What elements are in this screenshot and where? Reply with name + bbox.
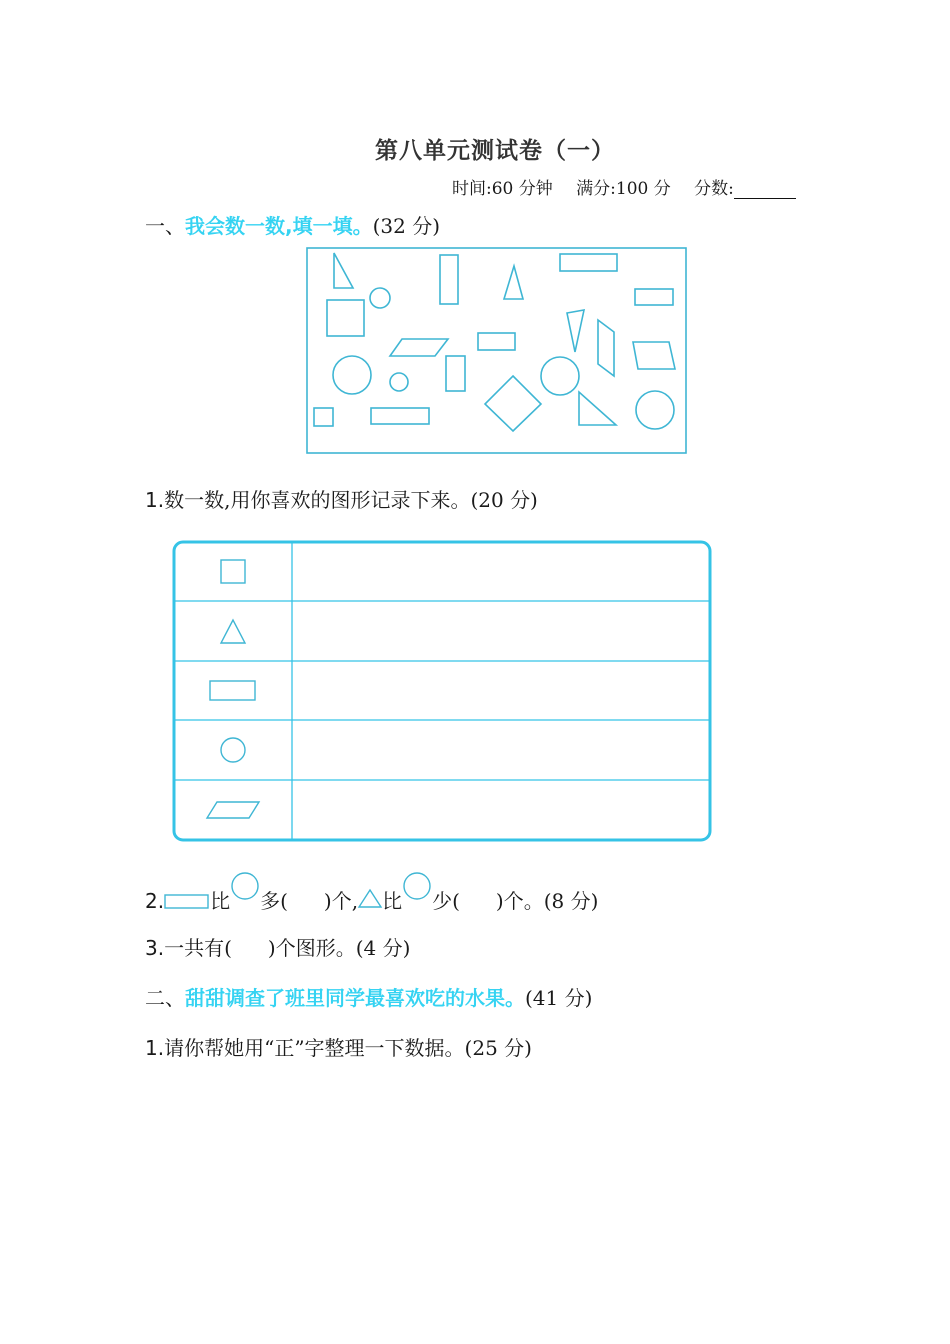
rectangle-icon [164,890,210,910]
section-1-points: (32 分) [372,214,441,238]
section-2-heading [145,982,592,1011]
circle-icon [402,880,432,910]
triangle-icon [358,888,382,910]
section-2-question-1-points: (25 分) [464,1036,532,1060]
square-icon [221,560,245,583]
time-limit: 时间:60 分钟 [452,179,553,199]
circle-icon [230,880,260,910]
question-3-points: (4 分) [355,936,411,960]
section-2-title: 甜甜调查了班里同学最喜欢吃的水果。 [185,986,525,1010]
section-2-question-1-number: 1. [145,1036,165,1060]
question-3-text-1: 一共有( [164,936,232,960]
parallelogram-icon [207,802,259,818]
section-2-label: 二、 [145,986,185,1010]
question-2-text-3: )个, [323,889,359,913]
question-3-number: 3. [145,936,165,960]
section-1-title: 我会数一数,填一填。 [185,214,373,238]
question-2-text-4: 比 [382,889,403,913]
question-2-points: (8 分) [543,889,599,913]
question-2-text-6: )个。 [495,889,544,913]
page-title: 第八单元测试卷（一） [375,137,615,164]
question-2-text-5: 少( [432,889,460,913]
section-2-question-1-text: 请你帮她用“正”字整理一下数据。 [164,1036,465,1060]
question-2-number: 2. [145,889,165,913]
question-1-number: 1. [145,488,165,512]
full-score: 满分:100 分 [576,179,671,199]
circle-icon [221,738,245,762]
triangle-icon [221,620,245,643]
question-2-text-1: 比 [210,889,231,913]
section-1-label: 一、 [145,214,185,238]
question-1-text: 数一数,用你喜欢的图形记录下来。 [164,488,471,512]
question-2 [145,880,598,914]
question-3-text-2: )个图形。 [267,936,356,960]
question-3 [145,932,410,961]
question-1-points: (20 分) [470,488,538,512]
score-label: 分数: [694,179,734,199]
section-2-points: (41 分) [525,986,593,1010]
section-2-question-1 [145,1032,532,1061]
question-2-text-2: 多( [260,889,288,913]
rectangle-icon [210,681,255,700]
